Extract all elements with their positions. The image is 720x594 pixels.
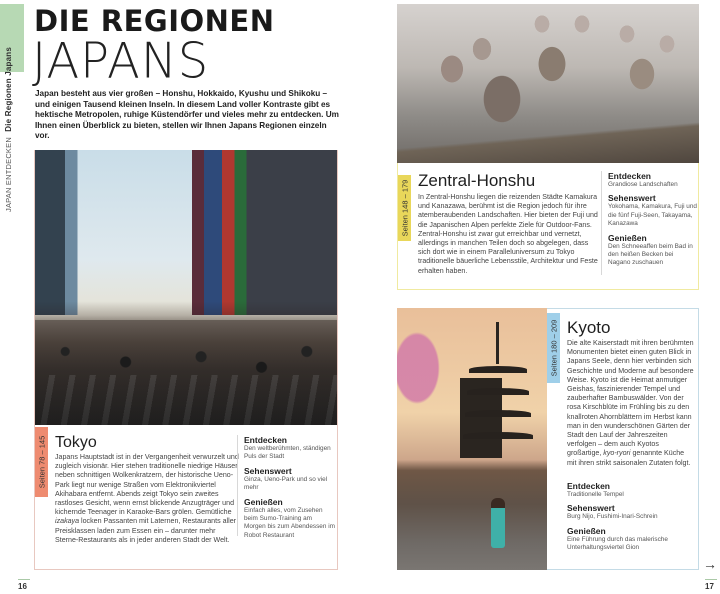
page-range-tab-kyoto: [547, 313, 560, 383]
running-head: [4, 47, 13, 212]
region-title-kyoto: Kyoto: [567, 318, 611, 337]
region-body-tokyo: [55, 453, 239, 545]
page-range-label: Seiten 180 – 209: [549, 319, 558, 377]
running-head-chapter: Die Regionen Japans: [4, 47, 13, 132]
pagoda-roof: [463, 432, 533, 439]
region-title-zentral-honshu: Zentral-Honshu: [418, 171, 536, 190]
region-card-kyoto: [547, 308, 699, 570]
pagoda-roof: [465, 410, 531, 417]
page-range-tab-zentral-honshu: [398, 175, 411, 241]
fact-label: Entdecken: [608, 171, 651, 181]
fact-label: Entdecken: [567, 481, 610, 491]
facts-box-tokyo: [237, 435, 335, 539]
next-page-arrow-icon[interactable]: →: [703, 556, 717, 572]
fact-label: Sehenswert: [567, 503, 615, 514]
page-range-tab-tokyo: [35, 427, 48, 497]
body-text: Die alte Kaiserstadt mit ihren berühmten Monumenten bietet einen guten Blick in Japans Seele, denn hier verbinden sich Geschichte und Moderne auf besondere Weise. Kyoto ist die Heimat anmutiger Geishas, faszinierender Tempel und zauberhafter Bambuswälder. Von der rosa Kirschblüte im Frühling bis zu den knallroten Ahornblättern im Herbst kann man in den wunderschönen Gärten der Stadt den Lauf der Jahreszeiten verfolgen – dem auch Kyotos großartige,: [567, 339, 694, 458]
region-body-zentral-honshu: In Zentral-Honshu liegen die reizenden Städte Kamakura und Kanazawa, berühmt ist die Region jedoch für ihre atemberaubenden Landschaften. Hier bieten der Fuji und die Japanischen Alpen perfekte Ziele für Outdoor-Fans. Zentral-Honshu ist zwar gut erreichbar und vernetzt, allerdings in manchen Teilen doch so abgelegen, dass sich dort wie in einem Paralleluniversum zu Tokyo traditionelle bäuerliche Lebensstile, Architektur und Feste erhalten haben.: [418, 193, 598, 275]
body-text: locken Passanten mit Laternen, Restaurants aller Preisklassen laden zum Essen ein – darunter mehr Sterne-Restaurants als in jeder anderen Stadt der Welt.: [55, 517, 236, 544]
page-range-label: Seiten 148 – 179: [400, 179, 409, 237]
fact-label: Genießen: [244, 496, 283, 507]
fact-label: Genießen: [608, 232, 647, 243]
kyoto-photo: [397, 308, 547, 570]
facts-box-kyoto: [567, 481, 695, 553]
body-italic-term: kyo-ryori: [603, 449, 631, 458]
intro-paragraph: Japan besteht aus vier großen – Honshu, Hokkaido, Kyushu und Shikoku – und einigen Tausend kleinen Inseln. In diesem Land voller Kontraste gibt es hektische Metropolen, ruhige Küstendörfer und vieles mehr zu entdecken. Um Ihnen einen Überblick zu bieten, stellen wir Ihnen Japans Regionen einzeln vor.: [35, 89, 339, 140]
fact-text: Yokohama, Kamakura, Fuji und die fünf Fuji-Seen, Takayama, Kanazawa: [608, 203, 697, 228]
fact-text: Den Schneeaffen beim Bad in den heißen Becken bei Nagano zuschauen: [608, 242, 693, 267]
fact-text: Den weltberühmten, ständigen Puls der Stadt: [244, 445, 331, 461]
page-number-right: 17: [705, 582, 714, 591]
fact-text: Grandiose Landschaften: [608, 181, 678, 188]
fact-text: Burg Nijo, Fushimi-Inari-Schrein: [567, 513, 658, 521]
fact-label: Sehenswert: [244, 465, 292, 476]
fact-text: Ginza, Ueno-Park und so viel mehr: [244, 475, 328, 492]
page-title-line2: JAPANS: [32, 32, 210, 90]
region-body-kyoto: [567, 339, 695, 468]
tokyo-photo: [35, 150, 337, 425]
region-card-tokyo: [34, 150, 338, 570]
page-title-line1: DIE REGIONEN: [34, 4, 275, 38]
body-text: Japans Hauptstadt ist in der Vergangenheit verwurzelt und zugleich visionär. Hier stehen traditionelle niedrige Häuser neben schnittigen Wolkenkratzern, der historische Ueno-Park liegt nur wenige Straßen vom Elektronikviertel Akihabara entfernt. Abends zeigt Tokyo sein zweites rastloses Gesicht, wenn ernst blickende Anzugträger und kichernde Teenager in Karaoke-Bars grölen. Gemütliche: [55, 453, 239, 517]
region-title-tokyo: Tokyo: [55, 434, 97, 451]
pagoda-roof: [469, 366, 527, 373]
page-number-left: 16: [18, 582, 27, 591]
pagoda-roof: [467, 388, 529, 395]
fact-label: Genießen: [567, 525, 606, 536]
fact-text: Eine Führung durch das malerische Unterhaltungsviertel Gion: [567, 535, 668, 552]
fact-label: Entdecken: [244, 435, 287, 445]
zentral-honshu-photo: [397, 4, 699, 163]
crowd-image-detail: [35, 320, 337, 425]
facts-box-zentral-honshu: [601, 171, 697, 275]
pagoda-spire: [496, 322, 499, 364]
running-head-section: JAPAN ENTDECKEN: [4, 137, 13, 212]
page-range-label: Seiten 78 – 145: [37, 435, 46, 489]
body-text: genannte Küche mit ihren strikt saisonalen Zutaten folgt.: [567, 449, 691, 467]
fact-label: Sehenswert: [608, 193, 656, 204]
region-card-zentral-honshu: [397, 163, 699, 290]
kimono-figure: [491, 498, 505, 548]
fact-text: Einfach alles, vom Zusehen beim Sumo-Training am Morgen bis zum Abendessen im Robot Restaurant: [244, 506, 335, 539]
body-italic-term: izakaya: [55, 517, 80, 526]
fact-text: Traditionelle Tempel: [567, 491, 624, 498]
